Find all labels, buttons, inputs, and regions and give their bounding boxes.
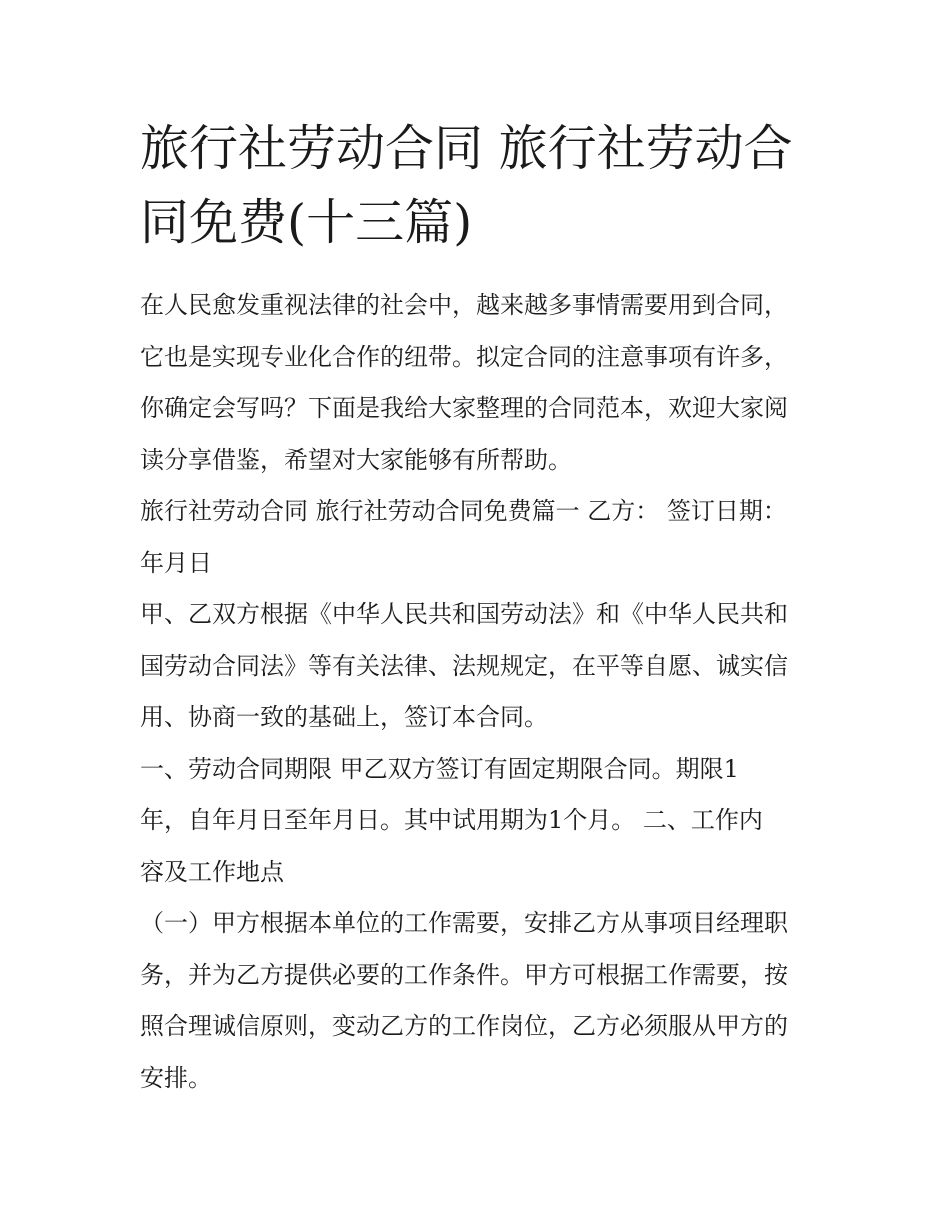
text-line: 在人民愈发重视法律的社会中，越来越多事情需要用到合同， (140, 291, 788, 319)
text-line: 照合理诚信原则，变动乙方的工作岗位，乙方必须服从甲方的 (140, 1012, 788, 1040)
text-line: 年，自年月日至年月日。其中试用期为1个月。 二、工作内 (140, 806, 763, 834)
paragraph-intro (140, 280, 812, 486)
title-line: 同免费(十三篇) (140, 194, 473, 251)
document-title (140, 112, 812, 260)
text-line: （一）甲方根据本单位的工作需要，安排乙方从事项目经理职 (140, 909, 788, 937)
paragraph-heading (140, 486, 812, 589)
text-line: 容及工作地点 (140, 857, 284, 886)
text-line: 你确定会写吗？下面是我给大家整理的合同范本，欢迎大家阅 (140, 394, 788, 422)
title-spacer (140, 260, 812, 280)
text-line: 用、协商一致的基础上，签订本合同。 (140, 703, 548, 731)
text-line: 旅行社劳动合同 旅行社劳动合同免费篇一 乙方： 签订日期： (140, 497, 787, 525)
text-line: 读分享借鉴，希望对大家能够有所帮助。 (140, 445, 572, 474)
text-line: 一、劳动合同期限 甲乙双方签订有固定期限合同。期限1 (140, 754, 739, 783)
document-page (140, 112, 812, 1104)
paragraph-preamble (140, 589, 812, 744)
text-line: 安排。 (140, 1063, 212, 1092)
paragraph-clause-1 (140, 898, 812, 1104)
text-line: 甲、乙双方根据《中华人民共和国劳动法》和《中华人民共和 (140, 600, 788, 628)
title-line: 旅行社劳动合同 旅行社劳动合 (140, 120, 793, 177)
text-line: 年月日 (140, 548, 212, 577)
paragraph-term (140, 744, 812, 899)
text-line: 它也是实现专业化合作的纽带。拟定合同的注意事项有许多， (140, 342, 788, 371)
text-line: 国劳动合同法》等有关法律、法规规定，在平等自愿、诚实信 (140, 651, 788, 680)
text-line: 务，并为乙方提供必要的工作条件。甲方可根据工作需要，按 (140, 960, 788, 989)
